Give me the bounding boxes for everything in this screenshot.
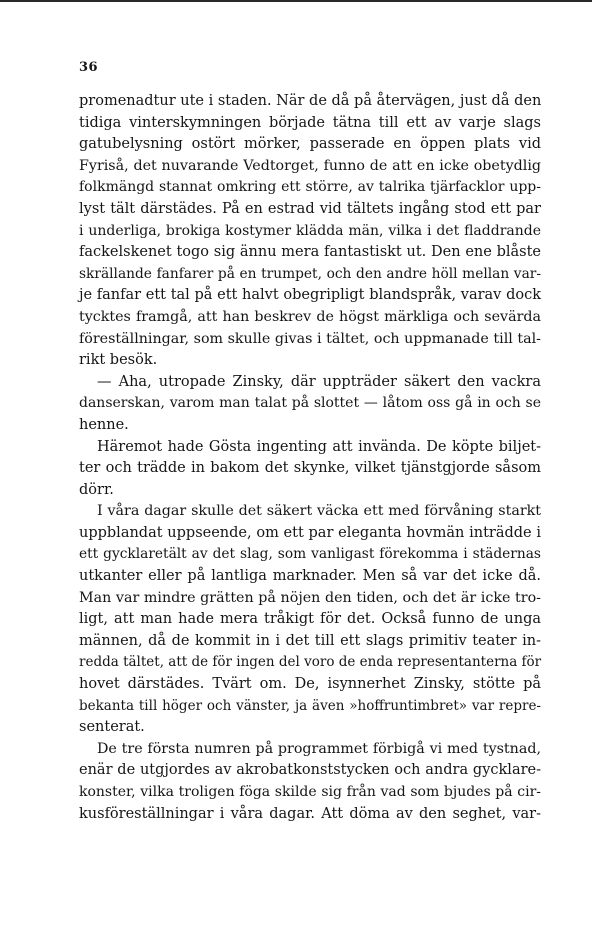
text-line: utkanter eller på lantliga marknader. Men så var det icke då. — [79, 568, 541, 585]
text-line: kusföreställningar i våra dagar. Att döma av den seghet, var- — [79, 805, 541, 822]
text-line: ter och trädde in bakom det skynke, vilket tjänstgjorde såsom — [79, 460, 541, 477]
text-line: föreställningar, som skulle givas i tältet, och uppmanade till tal- — [79, 330, 541, 347]
page-number: 36 — [79, 60, 99, 75]
top-border-rule — [0, 0, 592, 2]
text-line: I våra dagar skulle det säkert väcka ett med förvåning starkt — [97, 503, 541, 520]
text-line: henne. — [79, 416, 129, 433]
text-line: tycktes framgå, att han beskrev de högst märkliga och sevärda — [79, 308, 541, 325]
text-line: uppblandat uppseende, om ett par eleganta hovmän inträdde i — [79, 524, 541, 541]
text-line: i underliga, brokiga kostymer klädda män, vilka i det fladdrande — [79, 222, 541, 239]
text-line: konster, vilka troligen föga skilde sig från vad som bjudes på cir- — [79, 784, 541, 800]
text-line: enär de utgjordes av akrobatkonststycken och andra gycklare- — [79, 762, 541, 779]
text-line: danserskan, varom man talat på slottet — låtom oss gå in och se — [79, 395, 541, 412]
text-line: folkmängd stannat omkring ett större, av talrika tjärfacklor upp- — [79, 179, 541, 196]
text-line: hovet därstädes. Tvärt om. De, isynnerhet Zinsky, stötte på — [79, 676, 541, 693]
text-line: De tre första numren på programmet förbigå vi med tystnad, — [97, 740, 541, 757]
text-line: fackelskenet togo sig ännu mera fantastiskt ut. Den ene blåste — [79, 244, 541, 261]
body-text — [79, 91, 541, 825]
text-line: dörr. — [79, 481, 114, 498]
text-line: gatubelysning ostört mörker, passerade en öppen plats vid — [79, 136, 541, 153]
text-line: redda tältet, att de för ingen del voro de enda representanterna för — [79, 654, 542, 671]
text-line: lyst tält därstädes. På en estrad vid tältets ingång stod ett par — [79, 200, 541, 217]
text-line: bekanta till höger och vänster, ja även »hoffruntimbret» var repre- — [79, 697, 541, 714]
text-line: rikt besök. — [79, 352, 158, 369]
text-line: skrällande fanfarer på en trumpet, och den andre höll mellan var- — [79, 265, 541, 282]
text-line: je fanfar ett tal på ett halvt obegripligt blandspråk, varav dock — [79, 287, 541, 304]
text-line: Man var mindre grätten på nöjen den tiden, och det är icke tro- — [79, 589, 541, 606]
text-line: Fyriså, det nuvarande Vedtorget, funno de att en icke obetydlig — [79, 157, 541, 174]
text-line: senterat. — [79, 719, 145, 736]
text-line: — Aha, utropade Zinsky, där uppträder säkert den vackra — [97, 373, 541, 390]
text-line: männen, då de kommit in i det till ett slags primitiv teater in- — [79, 632, 541, 649]
text-line: tidiga vinterskymningen började tätna till ett av varje slags — [79, 114, 541, 131]
text-line: ett gycklaretält av det slag, som vanligast förekomma i städernas — [79, 546, 541, 563]
text-line: ligt, att man hade mera tråkigt för det. Också funno de unga — [79, 611, 541, 628]
text-line: Häremot hade Gösta ingenting att invända. De köpte biljet- — [97, 438, 541, 455]
text-line: promenadtur ute i staden. När de då på återvägen, just då den — [79, 93, 542, 109]
